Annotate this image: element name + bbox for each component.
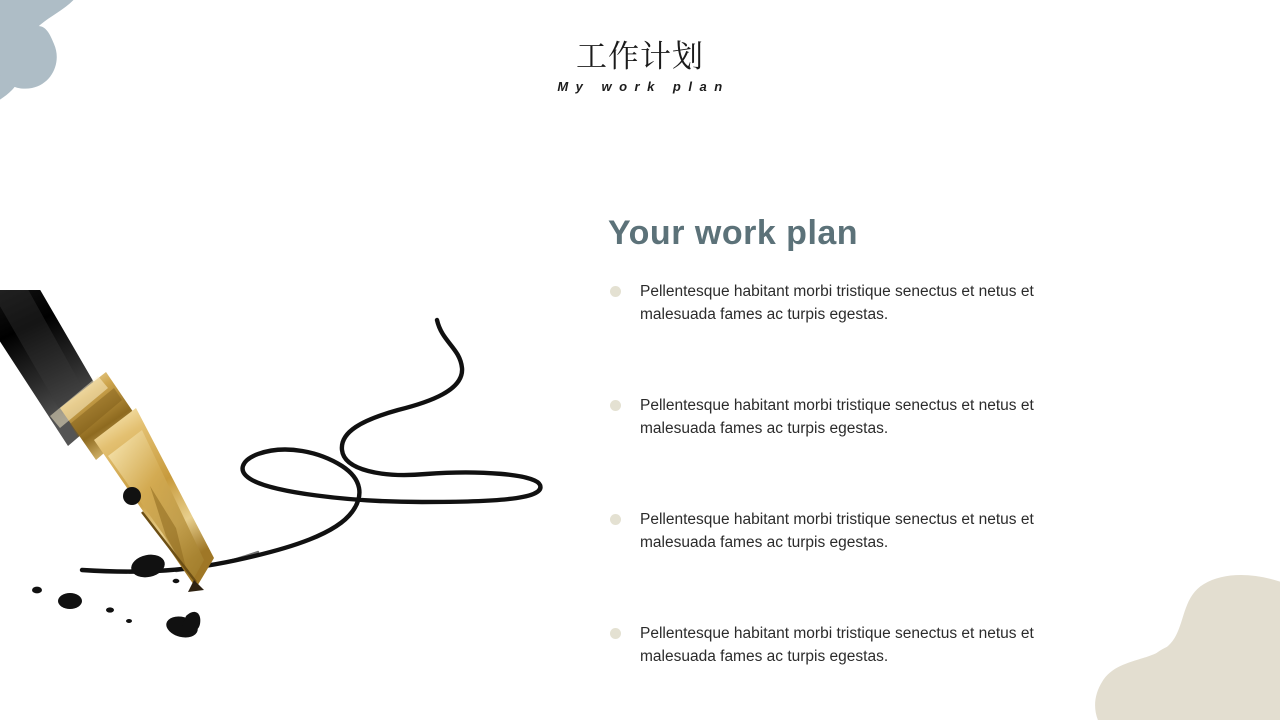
gold-nib xyxy=(94,408,214,592)
pen-barrel xyxy=(0,290,110,446)
page-title-cn: 工作计划 xyxy=(576,39,704,75)
bullet-dot-icon xyxy=(610,286,621,297)
ink-droplets xyxy=(32,552,200,641)
page-title-en: My work plan xyxy=(557,79,730,94)
bullet-dot-icon xyxy=(610,628,621,639)
bullet-list xyxy=(608,280,1108,668)
list-item-text: Pellentesque habitant morbi tristique senectus et netus et malesuada fames ac turpis egestas. xyxy=(640,511,1034,551)
slide-header xyxy=(0,38,1280,96)
content-heading: Your work plan xyxy=(608,214,859,252)
list-item xyxy=(608,394,1108,440)
content-block xyxy=(608,212,1108,668)
bullet-dot-icon xyxy=(610,400,621,411)
list-item xyxy=(608,508,1108,554)
list-item-text: Pellentesque habitant morbi tristique senectus et netus et malesuada fames ac turpis egestas. xyxy=(640,397,1034,437)
list-item-text: Pellentesque habitant morbi tristique senectus et netus et malesuada fames ac turpis egestas. xyxy=(640,283,1034,323)
fountain-pen-illustration xyxy=(0,290,590,680)
list-item xyxy=(608,280,1108,326)
decorative-blob-bottom-right xyxy=(1080,570,1280,720)
list-item xyxy=(608,622,1108,668)
bullet-dot-icon xyxy=(610,514,621,525)
list-item-text: Pellentesque habitant morbi tristique senectus et netus et malesuada fames ac turpis egestas. xyxy=(640,625,1034,665)
ink-swirl-stroke xyxy=(82,320,540,572)
gold-band xyxy=(50,372,140,460)
